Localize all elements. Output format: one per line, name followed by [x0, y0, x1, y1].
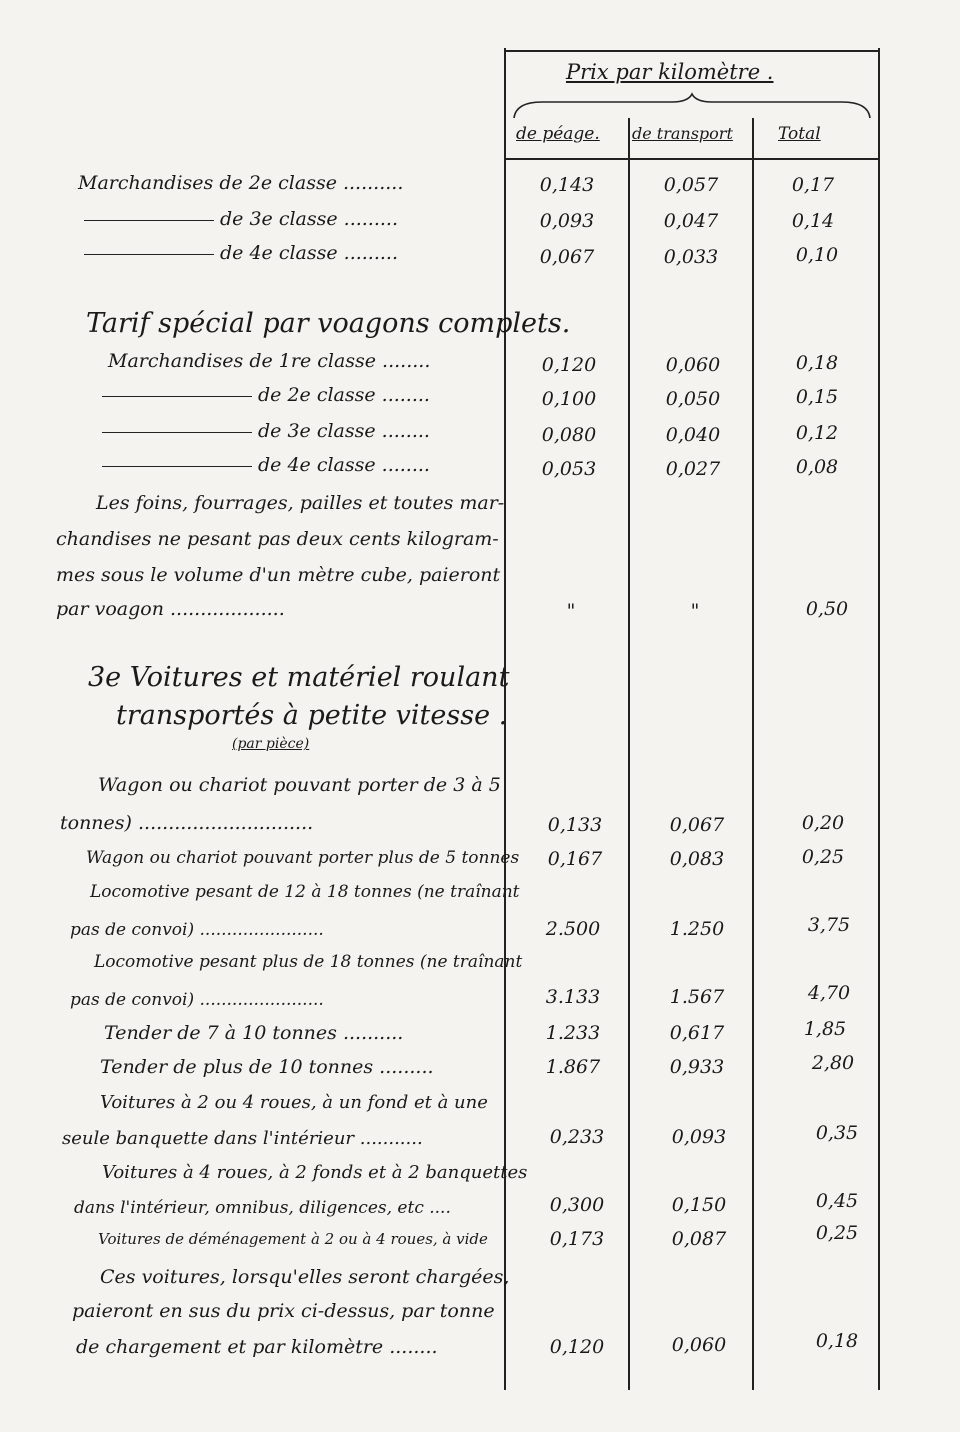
total-value: 2,80	[811, 1052, 855, 1074]
total-value: 0,25	[815, 1222, 859, 1244]
column-header-total: Total	[778, 124, 821, 144]
transport-value: 0,040	[665, 424, 721, 446]
peage-value: 0,300	[549, 1194, 605, 1216]
column-header-transport: de transport	[632, 124, 733, 143]
total-value: 1,85	[803, 1018, 847, 1040]
row-label: pas de convoi) .......................	[70, 920, 324, 940]
transport-value: 0,060	[665, 354, 721, 376]
row-label: de 4e classe .........	[84, 242, 398, 264]
transport-value: 0,027	[665, 458, 721, 480]
row-label: seule banquette dans l'intérieur ...........	[62, 1128, 423, 1149]
peage-value: 0,120	[541, 354, 597, 376]
section3-title-line2: transportés à petite vitesse .	[116, 700, 508, 731]
row-label: Tender de 7 à 10 tonnes ..........	[104, 1022, 404, 1044]
total-value: 0,18	[795, 352, 839, 374]
peage-value: 0,143	[539, 174, 595, 196]
row-label: dans l'intérieur, omnibus, diligences, etc ....	[74, 1198, 451, 1218]
header-bottom-rule	[504, 158, 880, 160]
transport-value: 0,150	[671, 1194, 727, 1216]
total-value: 0,50	[805, 598, 849, 620]
row-label: par voagon ...................	[56, 598, 285, 620]
total-value: 0,25	[801, 846, 845, 868]
transport-value: 0,617	[669, 1022, 725, 1044]
row-label: de 4e classe ........	[102, 454, 430, 476]
peage-value: 0,173	[549, 1228, 605, 1250]
header-top-rule	[504, 50, 880, 52]
wagon-text-line: Wagon ou chariot pouvant porter de 3 à 5	[98, 774, 501, 796]
right-table-border	[878, 48, 880, 1390]
transport-value: 0,067	[669, 814, 725, 836]
header-brace	[512, 92, 872, 122]
peage-value: 3.133	[545, 986, 601, 1008]
transport-value: 1.567	[669, 986, 725, 1008]
total-value: 0,08	[795, 456, 839, 478]
transport-value: 0,047	[663, 210, 719, 232]
peage-value: 0,080	[541, 424, 597, 446]
total-value: 0,17	[791, 174, 835, 196]
row-label: Wagon ou chariot pouvant porter plus de 5 tonnes	[86, 848, 520, 868]
row-label: Marchandises de 1re classe ........	[108, 350, 431, 372]
peage-value: 0,053	[541, 458, 597, 480]
total-value: 0,15	[795, 386, 839, 408]
header-title: Prix par kilomètre .	[566, 60, 774, 84]
column-header-peage: de péage.	[516, 124, 600, 144]
loco-text-line: Locomotive pesant de 12 à 18 tonnes (ne traînant	[90, 882, 520, 902]
peage-value: 0,120	[549, 1336, 605, 1358]
row-label: Voitures de déménagement à 2 ou à 4 roues, à vide	[98, 1230, 488, 1248]
transport-value: 1.250	[669, 918, 725, 940]
row-label: pas de convoi) .......................	[70, 990, 324, 1010]
transport-value: 0,057	[663, 174, 719, 196]
transport-value: 0,050	[665, 388, 721, 410]
total-value: 3,75	[807, 914, 851, 936]
total-value: 0,14	[791, 210, 835, 232]
total-value: 0,20	[801, 812, 845, 834]
section3-subtitle: (par pièce)	[232, 736, 310, 752]
transport-value: 0,933	[669, 1056, 725, 1078]
loco-text-line: Locomotive pesant plus de 18 tonnes (ne traînant	[94, 952, 523, 972]
transport-value: 0,093	[671, 1126, 727, 1148]
peage-value: 1.233	[545, 1022, 601, 1044]
ces-text-line: Ces voitures, lorsqu'elles seront chargées,	[100, 1266, 510, 1288]
peage-value: 0,093	[539, 210, 595, 232]
peage-value: 2.500	[545, 918, 601, 940]
row-label: de 2e classe ........	[102, 384, 430, 406]
total-value: 4,70	[807, 982, 851, 1004]
row-label: de 3e classe .........	[84, 208, 398, 230]
foins-text-line: mes sous le volume d'un mètre cube, paieront	[56, 564, 501, 586]
peage-value: 0,133	[547, 814, 603, 836]
peage-value: 0,233	[549, 1126, 605, 1148]
section3-title-line1: 3e Voitures et matériel roulant	[88, 662, 510, 693]
row-label: Marchandises de 2e classe ..........	[78, 172, 404, 194]
ces-text-line: paieront en sus du prix ci-dessus, par tonne	[72, 1300, 495, 1322]
total-value: 0,12	[795, 422, 839, 444]
transport-value: 0,083	[669, 848, 725, 870]
total-value: 0,45	[815, 1190, 859, 1212]
foins-text-line: Les foins, fourrages, pailles et toutes mar-	[96, 492, 505, 514]
peage-value: 0,100	[541, 388, 597, 410]
transport-value: "	[690, 600, 700, 622]
peage-value: 0,167	[547, 848, 603, 870]
voitures-text-line: Voitures à 2 ou 4 roues, à un fond et à une	[100, 1092, 488, 1113]
row-label: de chargement et par kilomètre ........	[76, 1336, 438, 1358]
transport-value: 0,033	[663, 246, 719, 268]
row-label: de 3e classe ........	[102, 420, 430, 442]
total-value: 0,10	[795, 244, 839, 266]
total-value: 0,35	[815, 1122, 859, 1144]
row-label: Tender de plus de 10 tonnes .........	[100, 1056, 434, 1078]
transport-value: 0,087	[671, 1228, 727, 1250]
peage-value: 1.867	[545, 1056, 601, 1078]
tarif-special-title: Tarif spécial par voagons complets.	[86, 308, 571, 339]
peage-value: 0,067	[539, 246, 595, 268]
total-value: 0,18	[815, 1330, 859, 1352]
row-label: tonnes) .............................	[60, 812, 314, 834]
peage-value: "	[566, 600, 576, 622]
transport-value: 0,060	[671, 1334, 727, 1356]
voitures-text-line: Voitures à 4 roues, à 2 fonds et à 2 banquettes	[102, 1162, 528, 1183]
foins-text-line: chandises ne pesant pas deux cents kilogram-	[56, 528, 499, 550]
